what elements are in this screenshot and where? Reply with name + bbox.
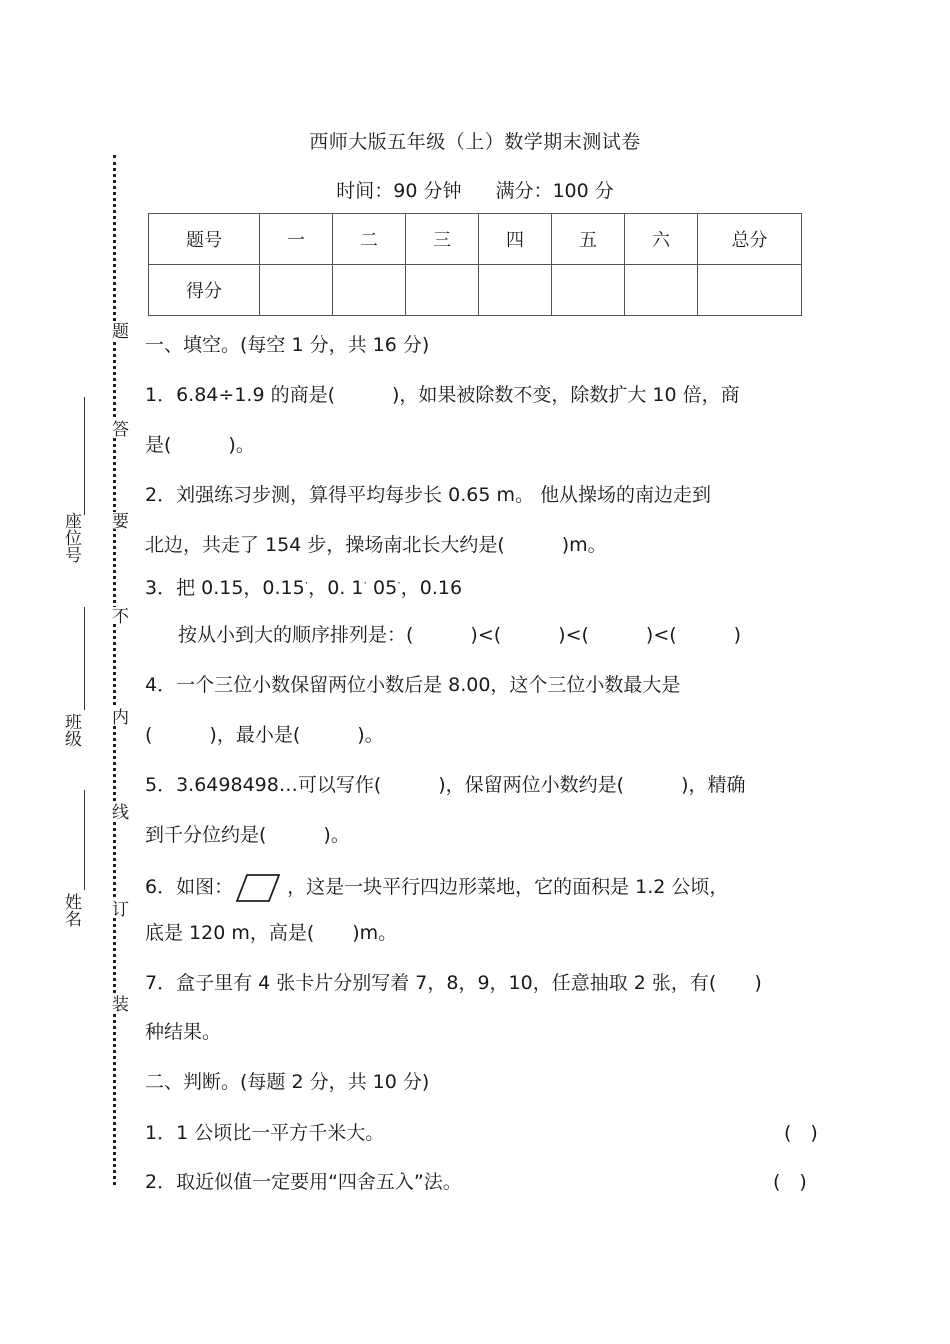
table-cell: 二 (333, 214, 406, 265)
score-input-cell[interactable] (625, 265, 698, 316)
seat-number-label: 座位号 (61, 512, 81, 563)
q6-line1 (145, 872, 728, 903)
table-cell: 六 (625, 214, 698, 265)
binding-char: 题 (103, 322, 127, 339)
binding-char: 装 (103, 995, 127, 1012)
q1-line2: 是( )。 (145, 434, 255, 456)
section2-heading: 二、判断。(每题 2 分，共 10 分) (145, 1071, 430, 1093)
name-line (84, 790, 85, 890)
table-cell: 三 (406, 214, 479, 265)
binding-char: 不 (103, 607, 127, 624)
q6-prefix: 6．如图： (145, 876, 234, 898)
name-label: 姓名 (61, 893, 81, 927)
table-cell: 总分 (698, 214, 802, 265)
parallelogram-icon (235, 873, 281, 903)
score-input-cell[interactable] (333, 265, 406, 316)
q4-line1: 4．一个三位小数保留两位小数后是 8.00，这个三位小数最大是 (145, 674, 681, 696)
q3-prefix: 3．把 0.15，0.15 (145, 577, 305, 599)
q3-suffix: ，0.16 (400, 577, 463, 599)
exam-info (0, 176, 950, 203)
q7-line2: 种结果。 (145, 1021, 222, 1043)
repeat-dot: · (304, 576, 309, 590)
binding-char: 要 (103, 512, 127, 529)
class-line (84, 607, 85, 710)
binding-dotted-line (113, 155, 116, 1185)
score-input-cell[interactable] (406, 265, 479, 316)
class-label: 班级 (61, 713, 81, 747)
judge-q2-answer[interactable]: ( ) (773, 1171, 807, 1193)
q3-line2: 按从小到大的顺序排列是：( )<( )<( )<( ) (178, 624, 742, 646)
table-cell: 一 (260, 214, 333, 265)
time-label: 时间：90 分钟 (336, 180, 462, 202)
judge-q2: 2．取近似值一定要用“四舍五入”法。 (145, 1171, 462, 1193)
page-title: 西师大版五年级（上）数学期末测试卷 (309, 131, 641, 153)
score-input-cell[interactable] (698, 265, 802, 316)
q7-line1: 7．盒子里有 4 张卡片分别写着 7，8，9，10，任意抽取 2 张，有( ) (145, 972, 762, 994)
q5-line2: 到千分位约是( )。 (145, 824, 350, 846)
judge-q1-answer[interactable]: ( ) (784, 1122, 818, 1144)
binding-char: 答 (103, 420, 127, 437)
table-cell: 四 (479, 214, 552, 265)
q1-line1: 1．6.84÷1.9 的商是( )，如果被除数不变，除数扩大 10 倍，商 (145, 384, 740, 406)
q2-line1: 2．刘强练习步测，算得平均每步长 0.65 m。 他从操场的南边走到 (145, 484, 712, 506)
repeat-dot: · (363, 576, 368, 590)
binding-char: 线 (103, 803, 127, 820)
table-score-row (149, 265, 802, 316)
section1-heading: 一、填空。(每空 1 分，共 16 分) (145, 334, 430, 356)
q6-suffix: ，这是一块平行四边形菜地，它的面积是 1.2 公顷， (287, 876, 729, 898)
q5-line1: 5．3.6498498…可以写作( )，保留两位小数约是( )，精确 (145, 774, 746, 796)
table-cell: 五 (552, 214, 625, 265)
q3-mid1: ，0. 1 (308, 577, 364, 599)
binding-char: 内 (103, 708, 127, 725)
table-cell: 题号 (149, 214, 260, 265)
q3-line1 (145, 573, 462, 600)
score-input-cell[interactable] (552, 265, 625, 316)
q4-line2: ( )，最小是( )。 (145, 724, 384, 746)
judge-q1: 1．1 公顷比一平方千米大。 (145, 1122, 385, 1144)
table-cell: 得分 (149, 265, 260, 316)
seat-number-line (84, 397, 85, 515)
score-label: 满分：100 分 (495, 180, 614, 202)
q2-line2: 北边，共走了 154 步，操场南北长大约是( )m。 (145, 534, 607, 556)
score-input-cell[interactable] (479, 265, 552, 316)
repeat-dot: · (397, 576, 401, 590)
q6-line2: 底是 120 m，高是( )m。 (145, 922, 398, 944)
binding-char: 订 (103, 900, 127, 917)
table-header-row (149, 214, 802, 265)
score-table (148, 213, 802, 316)
q3-mid2: 05 (367, 577, 398, 599)
score-input-cell[interactable] (260, 265, 333, 316)
